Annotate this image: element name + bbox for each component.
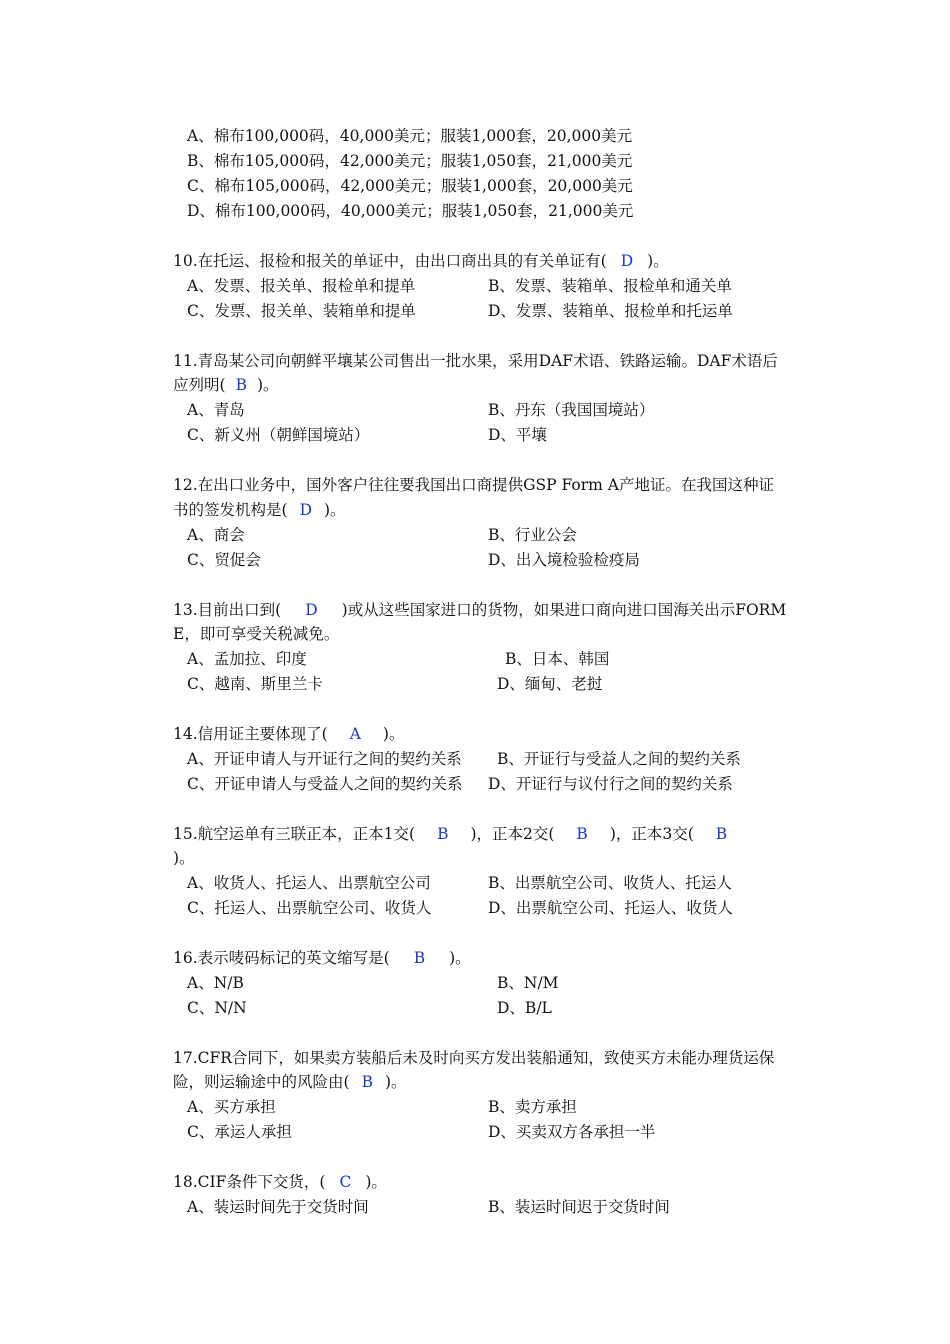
question-stem-end: )。 (647, 252, 669, 270)
answer: D (299, 501, 312, 519)
option-a: A、N/B (187, 974, 244, 992)
question-text-line-2: E，即可享受关税减免。 (173, 625, 340, 643)
question-stem-end: )。 (382, 725, 405, 743)
question-text: 17.CFR合同下，如果卖方装船后未及时向买方发出装船通知，致使买方未能办理货运保 (173, 1049, 775, 1067)
answer: B (361, 1073, 373, 1091)
question-text (173, 1170, 387, 1194)
question-stem-end: )或从这些国家进口的货物，如果进口商向进口国海关出示FORM (341, 601, 787, 619)
option-d: D、买卖双方各承担一半 (488, 1123, 656, 1141)
option-b: B、棉布105,000码，42,000美元；服装1,050套，21,000美元 (187, 152, 633, 170)
option-c: C、托运人、出票航空公司、收货人 (187, 899, 432, 917)
answer-1: B (437, 825, 449, 843)
option-c: C、N/N (187, 999, 247, 1017)
question-stem-end: )。 (384, 1073, 407, 1091)
answer: B (413, 949, 426, 967)
question-text (173, 598, 786, 622)
question-text-line-2 (173, 1070, 407, 1094)
question-text (173, 249, 669, 273)
option-c: C、贸促会 (187, 551, 261, 569)
option-d: D、棉布100,000码，40,000美元；服装1,050套，21,000美元 (187, 202, 634, 220)
question-stem: 14.信用证主要体现了( (173, 725, 328, 743)
option-a: A、收货人、托运人、出票航空公司 (187, 874, 431, 892)
option-a: A、开证申请人与开证行之间的契约关系 (187, 750, 462, 768)
option-b: B、日本、韩国 (505, 650, 610, 668)
question-stem-end: )。 (449, 949, 471, 967)
question-stem: 应列明( (173, 376, 226, 394)
option-a: A、棉布100,000码，40,000美元；服装1,000套，20,000美元 (187, 127, 633, 145)
option-b: B、N/M (497, 974, 559, 992)
option-a: A、买方承担 (187, 1098, 276, 1116)
answer-2: B (576, 825, 588, 843)
question-stem-end: )。 (256, 376, 279, 394)
answer: C (339, 1173, 352, 1191)
question-text: 11.青岛某公司向朝鲜平壤某公司售出一批水果，采用DAF术语、铁路运输。DAF术语后 (173, 352, 778, 370)
question-stem: 书的签发机构是( (173, 501, 288, 519)
option-a: A、装运时间先于交货时间 (187, 1198, 369, 1216)
option-a: A、发票、报关单、报检单和提单 (187, 277, 416, 295)
option-d: D、B/L (497, 999, 552, 1017)
option-a: A、商会 (187, 526, 245, 544)
option-b: B、开证行与受益人之间的契约关系 (497, 750, 741, 768)
answer: B (235, 376, 247, 394)
question-stem-part-2: )，正本2交( (470, 825, 555, 843)
option-b: B、发票、装箱单、报检单和通关单 (488, 277, 732, 295)
option-c: C、承运人承担 (187, 1123, 292, 1141)
question-stem: 13.目前出口到( (173, 601, 282, 619)
option-d: D、出入境检验检疫局 (488, 551, 640, 569)
question-stem: 16.表示唛码标记的英文缩写是( (173, 949, 390, 967)
option-a: A、青岛 (187, 401, 245, 419)
question-text (173, 722, 404, 746)
option-c: C、棉布105,000码，42,000美元；服装1,000套，20,000美元 (187, 177, 633, 195)
question-stem-part-3: )，正本3交( (609, 825, 694, 843)
question-text-line-2: )。 (173, 849, 195, 867)
question-stem: 15.航空运单有三联正本，正本1交( (173, 825, 416, 843)
question-stem: 险，则运输途中的风险由( (173, 1073, 350, 1091)
answer: D (305, 601, 318, 619)
question-text (173, 822, 727, 846)
option-b: B、卖方承担 (488, 1098, 577, 1116)
question-stem-end: )。 (324, 501, 346, 519)
answer: A (349, 725, 361, 743)
question-stem-end: )。 (365, 1173, 387, 1191)
option-c: C、开证申请人与受益人之间的契约关系 (187, 775, 463, 793)
option-b: B、行业公会 (488, 526, 577, 544)
answer: D (620, 252, 634, 270)
question-stem: 10.在托运、报检和报关的单证中，由出口商出具的有关单证有( (173, 252, 607, 270)
question-text-line-2 (173, 373, 279, 397)
question-text (173, 946, 471, 970)
question-text: 12.在出口业务中，国外客户往往要我国出口商提供GSP Form A产地证。在我国这种证 (173, 476, 774, 494)
option-d: D、缅甸、老挝 (497, 675, 603, 693)
option-c: C、新义州（朝鲜国境站） (187, 426, 370, 444)
question-stem: 18.CIF条件下交货，( (173, 1173, 326, 1191)
option-d: D、开证行与议付行之间的契约关系 (488, 775, 733, 793)
option-c: C、发票、报关单、装箱单和提单 (187, 302, 416, 320)
option-d: D、平壤 (488, 426, 547, 444)
option-b: B、丹东（我国国境站） (488, 401, 655, 419)
option-d: D、出票航空公司、托运人、收货人 (488, 899, 733, 917)
question-text-line-2 (173, 498, 346, 522)
option-c: C、越南、斯里兰卡 (187, 675, 323, 693)
option-b: B、装运时间迟于交货时间 (488, 1198, 670, 1216)
option-a: A、孟加拉、印度 (187, 650, 307, 668)
option-d: D、发票、装箱单、报检单和托运单 (488, 302, 733, 320)
answer-3: B (715, 825, 728, 843)
option-b: B、出票航空公司、收货人、托运人 (488, 874, 732, 892)
